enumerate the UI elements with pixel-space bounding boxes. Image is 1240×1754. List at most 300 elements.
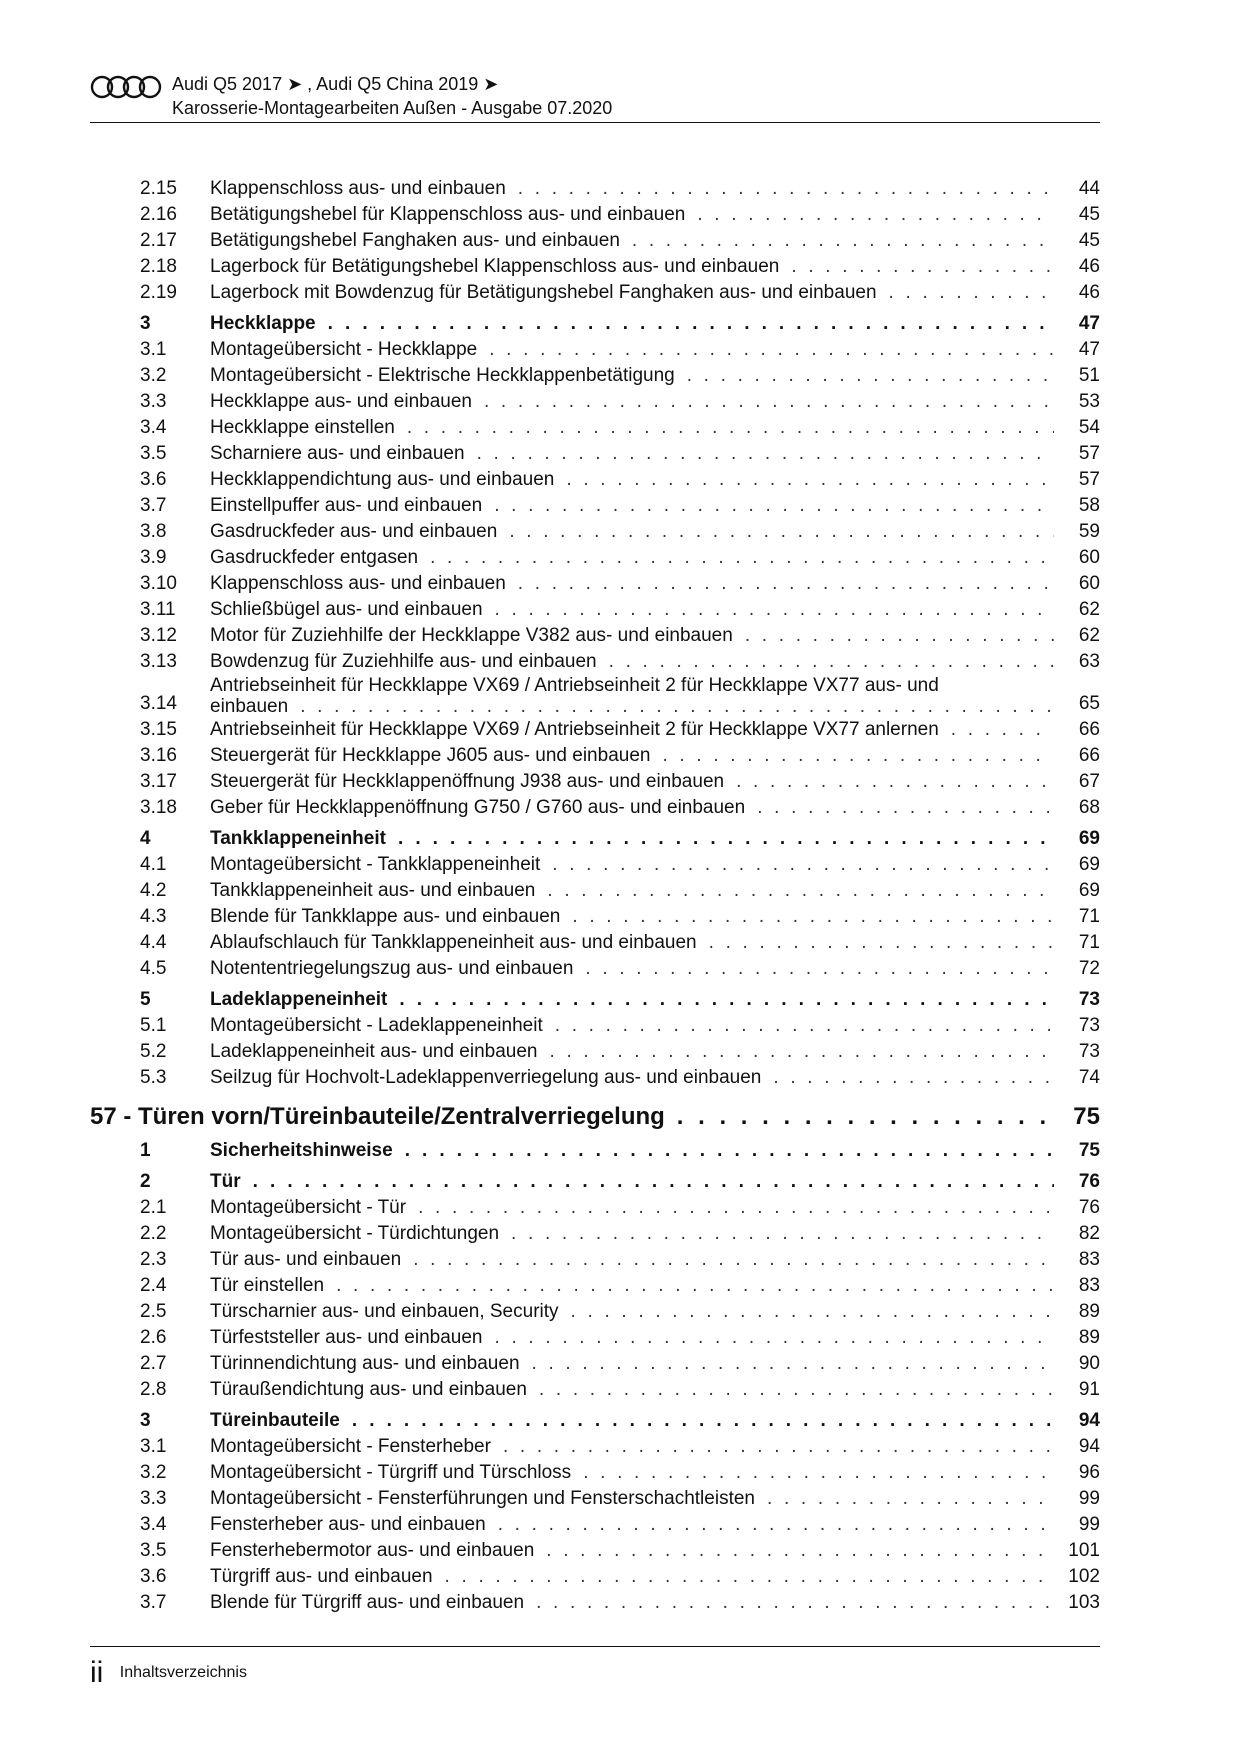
toc-entry-page: 58 (1078, 495, 1100, 516)
toc-dot-leader (503, 1434, 1054, 1460)
toc-entry-page: 57 (1078, 443, 1100, 464)
toc-entry-title-block (210, 1325, 1054, 1351)
toc-entry-number: 3.1 (140, 339, 167, 360)
toc-entry-title-block (210, 675, 1054, 717)
toc-dot-leader (407, 415, 1054, 441)
toc-dot-leader (757, 795, 1054, 821)
toc-entry[interactable] (90, 176, 1100, 202)
toc-entry-title-block (210, 1299, 1054, 1325)
toc-entry-number: 3.9 (140, 547, 167, 568)
toc-entry-title-block (210, 597, 1054, 623)
toc-entry-page: 60 (1078, 547, 1100, 568)
toc-entry[interactable] (90, 1195, 1100, 1221)
toc-entry-number: 3.4 (140, 417, 167, 438)
toc-entry-number: 3.3 (140, 391, 167, 412)
toc-dot-leader (791, 254, 1054, 280)
toc-entry[interactable] (90, 623, 1100, 649)
toc-entry-number: 1 (140, 1140, 151, 1161)
toc-entry[interactable] (90, 675, 1100, 717)
toc-dot-leader (532, 1351, 1054, 1377)
toc-entry[interactable] (90, 1590, 1100, 1616)
toc-entry-title: Einstellpuffer aus- und einbauen (210, 495, 483, 516)
toc-entry[interactable] (90, 1221, 1100, 1247)
toc-entry-page: 73 (1078, 989, 1100, 1010)
toc-entry-title: Sicherheitshinweise (210, 1140, 393, 1161)
toc-dot-leader (571, 1299, 1054, 1325)
toc-entry-number: 3.16 (140, 745, 177, 766)
toc-entry-page: 51 (1078, 365, 1100, 386)
toc-entry-title-block (210, 1486, 1054, 1512)
toc-entry-title-block (210, 769, 1054, 795)
toc-entry-number: 2.8 (140, 1379, 167, 1400)
toc-entry-number: 3 (140, 1410, 151, 1431)
toc-entry-title-block (210, 826, 1054, 852)
toc-entry[interactable] (90, 363, 1100, 389)
toc-dot-leader (418, 1195, 1054, 1221)
toc-entry-page: 72 (1078, 958, 1100, 979)
toc-entry[interactable] (90, 1273, 1100, 1299)
toc-dot-leader (498, 1512, 1054, 1538)
toc-entry-number: 3.8 (140, 521, 167, 542)
toc-entry[interactable] (90, 467, 1100, 493)
toc-dot-leader (539, 1377, 1054, 1403)
page-footer (90, 1656, 247, 1690)
toc-entry-title-block (210, 415, 1054, 441)
toc-dot-leader (687, 363, 1054, 389)
toc-entry-number: 4 (140, 828, 151, 849)
toc-entry[interactable] (90, 493, 1100, 519)
toc-entry-page: 47 (1078, 339, 1100, 360)
toc-entry-number: 4.5 (140, 958, 167, 979)
toc-entry-number: 2.3 (140, 1249, 167, 1270)
toc-entry-title-block (210, 930, 1054, 956)
toc-entry-title: Gasdruckfeder aus- und einbauen (210, 521, 498, 542)
toc-entry-page: 62 (1078, 599, 1100, 620)
toc-entry-number: 2.1 (140, 1197, 167, 1218)
toc-entry-number: 3.5 (140, 1540, 167, 1561)
toc-entry-title-block (210, 202, 1054, 228)
toc-entry-number: 4.2 (140, 880, 167, 901)
toc-entry[interactable] (90, 1039, 1100, 1065)
toc-entry[interactable] (90, 254, 1100, 280)
toc-entry-title: Türinnendichtung aus- und einbauen (210, 1353, 520, 1374)
toc-entry-number: 2.18 (140, 256, 177, 277)
toc-entry-title: Tankklappeneinheit aus- und einbauen (210, 880, 536, 901)
toc-entry[interactable] (90, 717, 1100, 743)
toc-entry-page: 57 (1078, 469, 1100, 490)
toc-entry-title: Betätigungshebel für Klappenschloss aus- und einbauen (210, 204, 686, 225)
toc-dot-leader (951, 717, 1054, 743)
toc-entry-number: 3.2 (140, 365, 167, 386)
toc-entry-page: 63 (1078, 651, 1100, 672)
toc-entry-title-block (210, 956, 1054, 982)
toc-entry[interactable] (90, 769, 1100, 795)
toc-entry-page: 76 (1078, 1197, 1100, 1218)
toc-entry-title: Geber für Heckklappenöffnung G750 / G760 aus- und einbauen (210, 797, 746, 818)
toc-entry[interactable] (90, 202, 1100, 228)
toc-entry-title: Ablaufschlauch für Tankklappeneinheit aus- und einbauen (210, 932, 697, 953)
toc-entry-number: 3.7 (140, 1592, 167, 1613)
toc-entry-title: Scharniere aus- und einbauen (210, 443, 465, 464)
toc-entry-title: Bowdenzug für Zuziehhilfe aus- und einbauen (210, 651, 597, 672)
toc-entry-title: Betätigungshebel Fanghaken aus- und einbauen (210, 230, 620, 251)
toc-entry-title-block (210, 519, 1054, 545)
toc-entry-number: 3.5 (140, 443, 167, 464)
toc-entry-page: 67 (1078, 771, 1100, 792)
toc-entry-title-block (210, 623, 1054, 649)
toc-entry-title-block (210, 987, 1054, 1013)
toc-entry-title: Seilzug für Hochvolt-Ladeklappenverriegelung aus- und einbauen (210, 1067, 762, 1088)
toc-entry-title-block (210, 571, 1054, 597)
toc-entry-title: Schließbügel aus- und einbauen (210, 599, 483, 620)
toc-dot-leader (430, 545, 1054, 571)
toc-entry-title-block (210, 176, 1054, 202)
toc-entry-title-block (210, 1512, 1054, 1538)
toc-entry-number: 3.2 (140, 1462, 167, 1483)
toc-dot-leader (477, 441, 1054, 467)
toc-entry-number: 3.10 (140, 573, 177, 594)
toc-entry-title: Türscharnier aus- und einbauen, Security (210, 1301, 559, 1322)
toc-entry-title-block (210, 467, 1054, 493)
toc-entry-title-block (210, 441, 1054, 467)
toc-dot-leader (552, 852, 1054, 878)
toc-entry-title: Blende für Türgriff aus- und einbauen (210, 1592, 525, 1613)
toc-entry-number: 3.12 (140, 625, 177, 646)
toc-entry-title-block (210, 1221, 1054, 1247)
toc-entry-page: 73 (1078, 1041, 1100, 1062)
toc-dot-leader (550, 1039, 1055, 1065)
toc-entry-page: 45 (1078, 204, 1100, 225)
toc-entry[interactable] (90, 228, 1100, 254)
toc-entry-number: 3.6 (140, 1566, 167, 1587)
toc-entry-number: 2.17 (140, 230, 177, 251)
toc-dot-leader (632, 228, 1054, 254)
toc-entry-page: 73 (1078, 1015, 1100, 1036)
toc-entry[interactable] (90, 441, 1100, 467)
toc-section[interactable] (90, 1169, 1100, 1195)
toc-dot-leader (495, 1325, 1055, 1351)
toc-entry-title-line2: einbauen (210, 696, 289, 717)
toc-dot-leader (405, 1138, 1054, 1164)
toc-entry-number: 2.4 (140, 1275, 167, 1296)
toc-entry-number: 3.18 (140, 797, 177, 818)
toc-entry[interactable] (90, 878, 1100, 904)
toc-entry-number: 4.4 (140, 932, 167, 953)
toc-chapter[interactable] (90, 1101, 1100, 1133)
toc-entry-title-block (210, 1169, 1054, 1195)
toc-dot-leader (484, 389, 1054, 415)
toc-entry-number: 2.5 (140, 1301, 167, 1322)
toc-entry-page: 60 (1078, 573, 1100, 594)
toc-entry-title: Tür einstellen (210, 1275, 325, 1296)
toc-entry-page: 89 (1078, 1301, 1100, 1322)
toc-entry-number: 3.3 (140, 1488, 167, 1509)
toc-entry-page: 46 (1078, 256, 1100, 277)
page-number: ii (90, 1656, 104, 1689)
toc-entry-title-block (210, 337, 1054, 363)
toc-entry-title: Türfeststeller aus- und einbauen (210, 1327, 483, 1348)
toc-entry[interactable] (90, 1065, 1100, 1091)
toc-entry[interactable] (90, 519, 1100, 545)
toc-entry[interactable] (90, 571, 1100, 597)
toc-entry-title: Heckklappe aus- und einbauen (210, 391, 472, 412)
toc-entry-page: 99 (1078, 1488, 1100, 1509)
toc-entry-page: 96 (1078, 1462, 1100, 1483)
toc-entry-title: Notententriegelungszug aus- und einbauen (210, 958, 574, 979)
toc-entry-title-block (210, 852, 1054, 878)
toc-entry-title: Steuergerät für Heckklappenöffnung J938 aus- und einbauen (210, 771, 725, 792)
toc-entry[interactable] (90, 280, 1100, 306)
toc-entry-title: Fensterhebermotor aus- und einbauen (210, 1540, 535, 1561)
toc-entry-title-block (210, 743, 1054, 769)
toc-entry-title-block (210, 1247, 1054, 1273)
toc-entry-page: 101 (1068, 1540, 1100, 1561)
toc-entry-page: 47 (1078, 313, 1100, 334)
toc-entry-title: Motor für Zuziehhilfe der Heckklappe V382 aus- und einbauen (210, 625, 733, 646)
toc-entry-title: Gasdruckfeder entgasen (210, 547, 419, 568)
toc-entry-number: 2.7 (140, 1353, 167, 1374)
toc-entry-number: 4.3 (140, 906, 167, 927)
toc-entry[interactable] (90, 795, 1100, 821)
toc-entry-title: Blende für Tankklappe aus- und einbauen (210, 906, 561, 927)
toc-dot-leader (511, 1221, 1054, 1247)
toc-entry[interactable] (90, 1351, 1100, 1377)
toc-entry-title: Antriebseinheit für Heckklappe VX69 / Antriebseinheit 2 für Heckklappe VX77 aus- und (210, 675, 939, 696)
toc-section[interactable] (90, 1408, 1100, 1434)
toc-dot-leader (336, 1273, 1054, 1299)
toc-entry-page: 44 (1078, 178, 1100, 199)
toc-entry[interactable] (90, 337, 1100, 363)
toc-entry[interactable] (90, 1247, 1100, 1273)
toc-entry[interactable] (90, 743, 1100, 769)
toc-entry-title: Montageübersicht - Türgriff und Türschloss (210, 1462, 572, 1483)
toc-entry-number: 5 (140, 989, 151, 1010)
toc-entry-title-block (90, 1101, 1054, 1133)
toc-entry-title-block (210, 545, 1054, 571)
toc-dot-leader (583, 1460, 1054, 1486)
toc-dot-leader (736, 769, 1054, 795)
footer-divider (90, 1646, 1100, 1647)
toc-entry-title-block (210, 1013, 1054, 1039)
toc-section[interactable] (90, 1138, 1100, 1164)
toc-entry[interactable] (90, 1377, 1100, 1403)
toc-entry-title-block (210, 1538, 1054, 1564)
toc-entry-page: 66 (1078, 745, 1100, 766)
toc-entry-number: 3.14 (140, 693, 177, 714)
toc-section[interactable] (90, 826, 1100, 852)
toc-dot-leader (352, 1408, 1054, 1434)
toc-entry-number: 3.17 (140, 771, 177, 792)
toc-entry-page: 46 (1078, 282, 1100, 303)
toc-entry-number: 5.1 (140, 1015, 167, 1036)
toc-entry-page: 68 (1078, 797, 1100, 818)
toc-entry-title: Lagerbock mit Bowdenzug für Betätigungshebel Fanghaken aus- und einbauen (210, 282, 877, 303)
toc-entry-title: Montageübersicht - Ladeklappeneinheit (210, 1015, 543, 1036)
toc-entry-title-block (210, 228, 1054, 254)
toc-entry-title-block (210, 1460, 1054, 1486)
toc-entry-page: 54 (1078, 417, 1100, 438)
toc-entry[interactable] (90, 904, 1100, 930)
toc-entry-page: 82 (1078, 1223, 1100, 1244)
toc-entry-page: 65 (1078, 693, 1100, 714)
toc-entry[interactable] (90, 1486, 1100, 1512)
toc-entry[interactable] (90, 1564, 1100, 1590)
toc-entry-number: 3.15 (140, 719, 177, 740)
toc-dot-leader (413, 1247, 1054, 1273)
toc-entry-title: Steuergerät für Heckklappe J605 aus- und einbauen (210, 745, 651, 766)
toc-entry-title-block (210, 717, 1054, 743)
toc-entry-title-block (210, 311, 1054, 337)
toc-entry-page: 69 (1078, 880, 1100, 901)
toc-entry-number: 3 (140, 313, 151, 334)
toc-entry-title: Fensterheber aus- und einbauen (210, 1514, 486, 1535)
table-of-contents (90, 176, 1100, 1616)
toc-entry[interactable] (90, 1434, 1100, 1460)
toc-entry-title-block (210, 1273, 1054, 1299)
toc-entry-title: Antriebseinheit für Heckklappe VX69 / Antriebseinheit 2 für Heckklappe VX77 anlernen (210, 719, 939, 740)
toc-entry-page: 69 (1078, 854, 1100, 875)
toc-dot-leader (767, 1486, 1054, 1512)
toc-entry[interactable] (90, 545, 1100, 571)
toc-dot-leader (536, 1590, 1054, 1616)
toc-entry[interactable] (90, 415, 1100, 441)
toc-dot-leader (328, 311, 1054, 337)
toc-entry-title-block (210, 363, 1054, 389)
toc-entry-title-continuation (210, 696, 1054, 717)
toc-section[interactable] (90, 987, 1100, 1013)
toc-entry-title: Heckklappe (210, 313, 316, 334)
toc-entry[interactable] (90, 649, 1100, 675)
toc-entry-page: 71 (1078, 932, 1100, 953)
toc-dot-leader (662, 743, 1054, 769)
header-text (172, 72, 612, 120)
toc-entry-title: Türgriff aus- und einbauen (210, 1566, 433, 1587)
toc-entry-title-block (210, 795, 1054, 821)
toc-dot-leader (398, 826, 1054, 852)
toc-entry[interactable] (90, 956, 1100, 982)
toc-entry-title: Heckklappendichtung aus- und einbauen (210, 469, 555, 490)
header-manual-line: Karosserie-Montagearbeiten Außen - Ausgabe 07.2020 (172, 98, 613, 118)
toc-entry-number: 3.4 (140, 1514, 167, 1535)
toc-entry-page: 94 (1078, 1410, 1100, 1431)
toc-dot-leader (609, 649, 1054, 675)
toc-entry-page: 90 (1078, 1353, 1100, 1374)
toc-entry-number: 3.11 (140, 599, 176, 620)
toc-entry-title-block (210, 1434, 1054, 1460)
toc-entry-title: Montageübersicht - Türdichtungen (210, 1223, 500, 1244)
toc-dot-leader (585, 956, 1054, 982)
toc-entry-page: 83 (1078, 1275, 1100, 1296)
toc-entry-number: 2.16 (140, 204, 177, 225)
toc-entry[interactable] (90, 1299, 1100, 1325)
toc-entry[interactable] (90, 597, 1100, 623)
toc-dot-leader (709, 930, 1054, 956)
toc-dot-leader (566, 467, 1054, 493)
toc-entry-title: Tankklappeneinheit (210, 828, 386, 849)
toc-entry-title-block (210, 878, 1054, 904)
toc-entry-page: 53 (1078, 391, 1100, 412)
toc-dot-leader (300, 696, 1054, 717)
toc-entry[interactable] (90, 930, 1100, 956)
header-vehicle-line: Audi Q5 2017 ➤ , Audi Q5 China 2019 ➤ (172, 74, 499, 94)
toc-entry-page: 59 (1078, 521, 1100, 542)
toc-dot-leader (547, 878, 1054, 904)
toc-dot-leader (399, 987, 1054, 1013)
toc-entry-page: 103 (1068, 1592, 1100, 1613)
toc-entry-page: 83 (1078, 1249, 1100, 1270)
toc-entry-title-block (210, 254, 1054, 280)
toc-entry-title-block (210, 280, 1054, 306)
toc-entry[interactable] (90, 389, 1100, 415)
toc-dot-leader (572, 904, 1054, 930)
toc-entry-title: Montageübersicht - Fensterführungen und Fensterschachtleisten (210, 1488, 755, 1509)
toc-entry-title: Türaußendichtung aus- und einbauen (210, 1379, 527, 1400)
toc-entry[interactable] (90, 1460, 1100, 1486)
toc-entry-page: 99 (1078, 1514, 1100, 1535)
toc-entry-title-block (210, 1408, 1054, 1434)
toc-entry-title: Klappenschloss aus- und einbauen (210, 573, 506, 594)
toc-entry-page: 94 (1078, 1436, 1100, 1457)
toc-dot-leader (697, 202, 1054, 228)
toc-entry-title: Montageübersicht - Heckklappe (210, 339, 478, 360)
toc-entry-title-block (210, 1195, 1054, 1221)
toc-entry-title: Heckklappe einstellen (210, 417, 395, 438)
toc-dot-leader (677, 1101, 1054, 1133)
toc-entry-number: 2.2 (140, 1223, 167, 1244)
toc-entry-number: 2.6 (140, 1327, 167, 1348)
toc-entry-number: 4.1 (140, 854, 167, 875)
toc-section[interactable] (90, 311, 1100, 337)
toc-entry-title: 57 - Türen vorn/Türeinbauteile/Zentralverriegelung (90, 1103, 665, 1130)
page-header (90, 72, 1100, 122)
toc-dot-leader (445, 1564, 1054, 1590)
toc-entry-number: 3.7 (140, 495, 167, 516)
toc-entry[interactable] (90, 1538, 1100, 1564)
toc-entry-number: 2.19 (140, 282, 177, 303)
audi-rings-logo (90, 75, 162, 99)
toc-entry-page: 66 (1078, 719, 1100, 740)
toc-entry-page: 75 (1073, 1103, 1100, 1130)
toc-dot-leader (555, 1013, 1054, 1039)
toc-entry-page: 91 (1078, 1379, 1100, 1400)
toc-entry[interactable] (90, 1512, 1100, 1538)
toc-entry-title: Montageübersicht - Elektrische Heckklappenbetätigung (210, 365, 675, 386)
toc-entry-title-block (210, 649, 1054, 675)
header-divider (90, 122, 1100, 123)
toc-dot-leader (745, 623, 1054, 649)
toc-dot-leader (889, 280, 1054, 306)
toc-entry-page: 89 (1078, 1327, 1100, 1348)
toc-entry-title-block (210, 1377, 1054, 1403)
toc-entry-title: Montageübersicht - Fensterheber (210, 1436, 491, 1457)
toc-entry-page: 74 (1078, 1067, 1100, 1088)
toc-dot-leader (509, 519, 1054, 545)
toc-entry[interactable] (90, 852, 1100, 878)
toc-entry-title-block (210, 1564, 1054, 1590)
toc-entry-page: 102 (1068, 1566, 1100, 1587)
toc-entry-number: 3.6 (140, 469, 167, 490)
toc-dot-leader (253, 1169, 1054, 1195)
toc-entry-title-block (210, 389, 1054, 415)
toc-entry-title: Tür (210, 1171, 241, 1192)
toc-entry-title: Tür aus- und einbauen (210, 1249, 402, 1270)
toc-entry-title-block (210, 1138, 1054, 1164)
toc-entry-number: 5.3 (140, 1067, 167, 1088)
toc-entry[interactable] (90, 1325, 1100, 1351)
toc-entry[interactable] (90, 1013, 1100, 1039)
toc-entry-title: Ladeklappeneinheit (210, 989, 388, 1010)
toc-entry-number: 5.2 (140, 1041, 167, 1062)
